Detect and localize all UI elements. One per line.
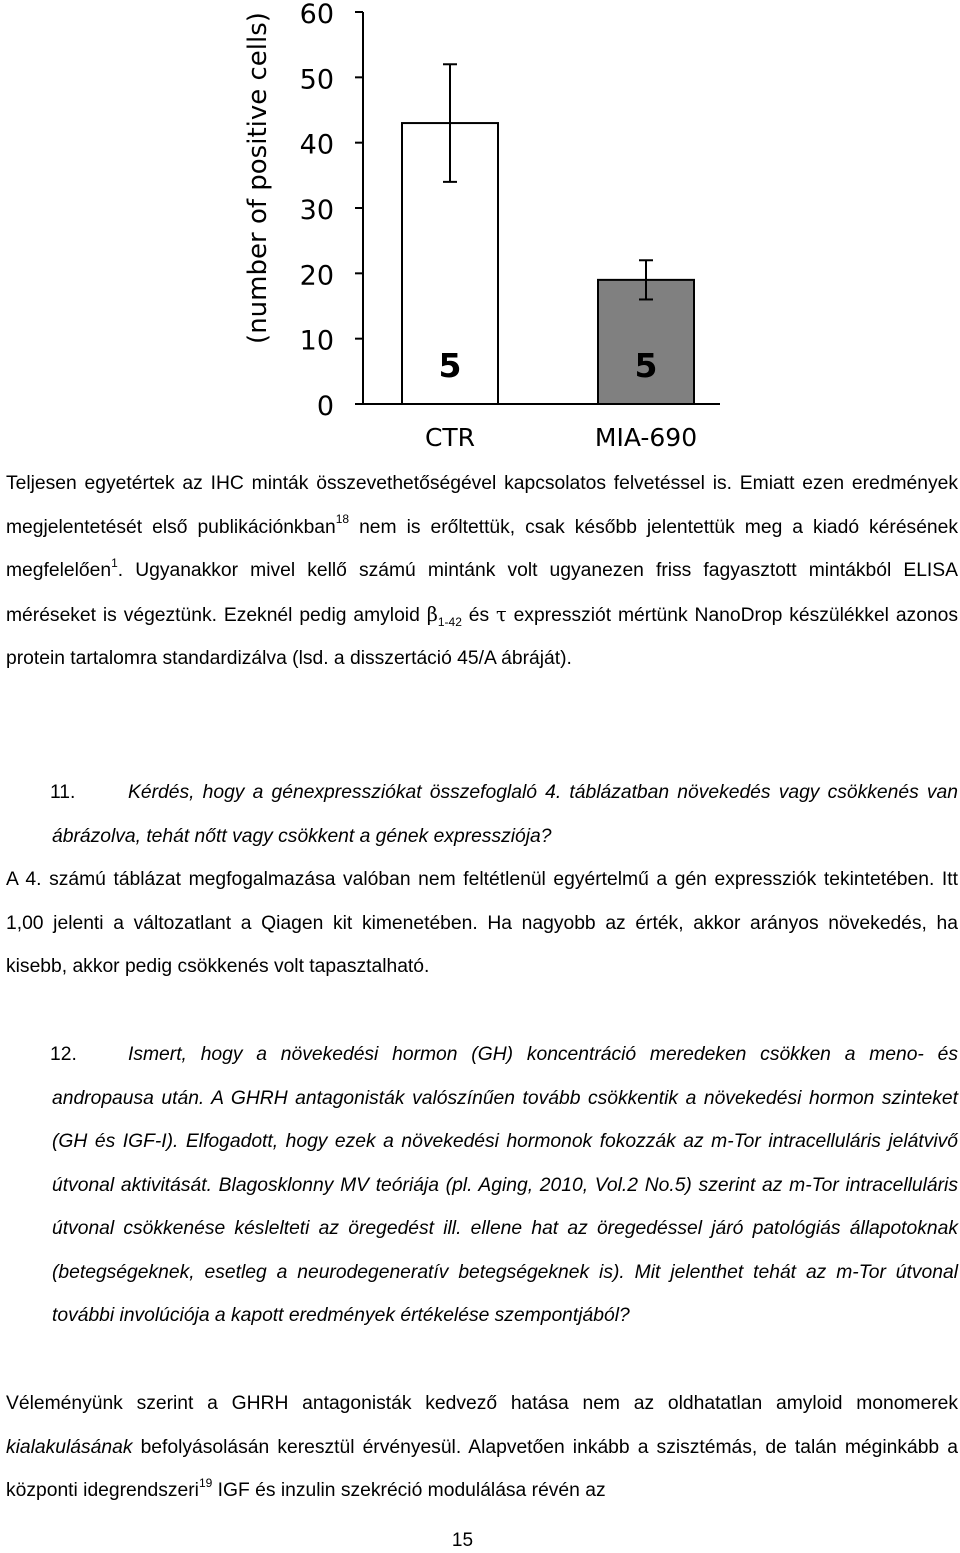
bar-chart bbox=[0, 0, 960, 455]
tau-symbol: τ bbox=[496, 602, 507, 626]
p3-text-b: befolyásolásán keresztül érvényesül. Alapvetően inkább a szisztémás, de talán méginkább a központi idegrendszeri bbox=[6, 1436, 958, 1501]
x-tick-label-MIA-690: MIA-690 bbox=[594, 423, 698, 452]
ref-1: 1 bbox=[111, 555, 118, 570]
y-tick-label-60: 60 bbox=[299, 0, 334, 30]
y-tick-label-0: 0 bbox=[316, 391, 334, 422]
question-11-text: Kérdés, hogy a génexpressziókat összefoglaló 4. táblázatban növekedés vagy csökkenés van ábrázolva, tehát nőtt vagy csökkent a gének expressziója? bbox=[52, 782, 958, 847]
page-number: 15 bbox=[451, 1530, 474, 1551]
paragraph-3 bbox=[6, 1382, 958, 1513]
chart-svg bbox=[0, 0, 960, 455]
question-12-text: Ismert, hogy a növekedési hormon (GH) koncentráció meredeken csökken a meno- és andropausa után. A GHRH antagonisták valószínűen tovább csökkentik a növekedési hormon szinteket (GH és IGF-I). Elfogadott, hogy ezek a növekedési hormonok fokozzák az m-Tor intracelluláris jelátvivő útvonal aktivitását. Blagosklonny MV teóriája (pl. Aging, 2010, Vol.2 No.5) szerint az m-Tor intracelluláris útvonal csökkenése késlelteti az öregedést ill. ellene hat az öregedéssel járó patológiás állapotoknak (betegségeknek, esetleg a neurodegeneratív betegségeknek is). Mit jelenthet tehát az m-Tor útvonal további involúciója a kapott eredmények értékelése szempontjából? bbox=[52, 1044, 958, 1326]
p1-text-a: Teljesen egyetértek az IHC minták összevethetőségével kapcsolatos felvetéssel is. Emiatt ezen eredmények megjelentetését első publikációnkban bbox=[6, 473, 958, 538]
paragraph-2: A 4. számú táblázat megfogalmazása valóban nem feltétlenül egyértelmű a gén expressziók tekintetében. Itt 1,00 jelenti a változatlant a Qiagen kit kimenetében. Ha nagyobb az érték, akkor arányos növekedés, ha kisebb, akkor pedig csökkenés volt tapasztalható. bbox=[6, 869, 958, 977]
y-tick-label-30: 30 bbox=[299, 195, 334, 226]
question-12-number: 12. bbox=[50, 1044, 77, 1065]
p3-text-a: Véleményünk szerint a GHRH antagonisták kedvező hatása nem az oldhatatlan amyloid monomerek bbox=[6, 1393, 958, 1414]
beta-symbol: β bbox=[426, 602, 438, 626]
ref-19: 19 bbox=[198, 1475, 213, 1490]
bar-label-CTR: 5 bbox=[438, 346, 462, 385]
y-tick-label-20: 20 bbox=[299, 260, 334, 292]
question-11 bbox=[52, 771, 958, 858]
beta-subscript: 1-42 bbox=[437, 614, 462, 629]
p1-text-c: . Ugyanakkor mivel kellő számú mintánk volt ugyanezen friss fagyasztott mintákból ELISA méréseket is végeztünk. Ezeknél pedig amyloid bbox=[6, 560, 958, 626]
paragraph-1 bbox=[6, 462, 958, 681]
y-tick-label-40: 40 bbox=[299, 129, 334, 161]
question-11-number: 11. bbox=[50, 782, 76, 803]
y-tick-label-10: 10 bbox=[299, 325, 334, 357]
x-tick-label-CTR: CTR bbox=[424, 423, 476, 452]
p1-text-d: és bbox=[461, 604, 497, 626]
y-axis-title: (number of positive cells) bbox=[243, 12, 273, 344]
question-12 bbox=[52, 1033, 958, 1338]
p1-text-e: expressziót mértünk NanoDrop készülékkel azonos protein tartalomra standardizálva (lsd. a disszertáció 45/A ábráját). bbox=[6, 604, 959, 669]
bar-label-MIA-690: 5 bbox=[634, 346, 658, 385]
p1-text-b: nem is erőltettük, csak később jelentettük meg a kiadó kérésének megfelelően bbox=[6, 516, 959, 581]
y-tick-label-50: 50 bbox=[299, 64, 334, 96]
ref-18: 18 bbox=[335, 512, 350, 527]
p3-emphasis: kialakulásának bbox=[6, 1436, 133, 1458]
p3-text-c: IGF és inzulin szekréció modulálása révén az bbox=[212, 1480, 606, 1501]
